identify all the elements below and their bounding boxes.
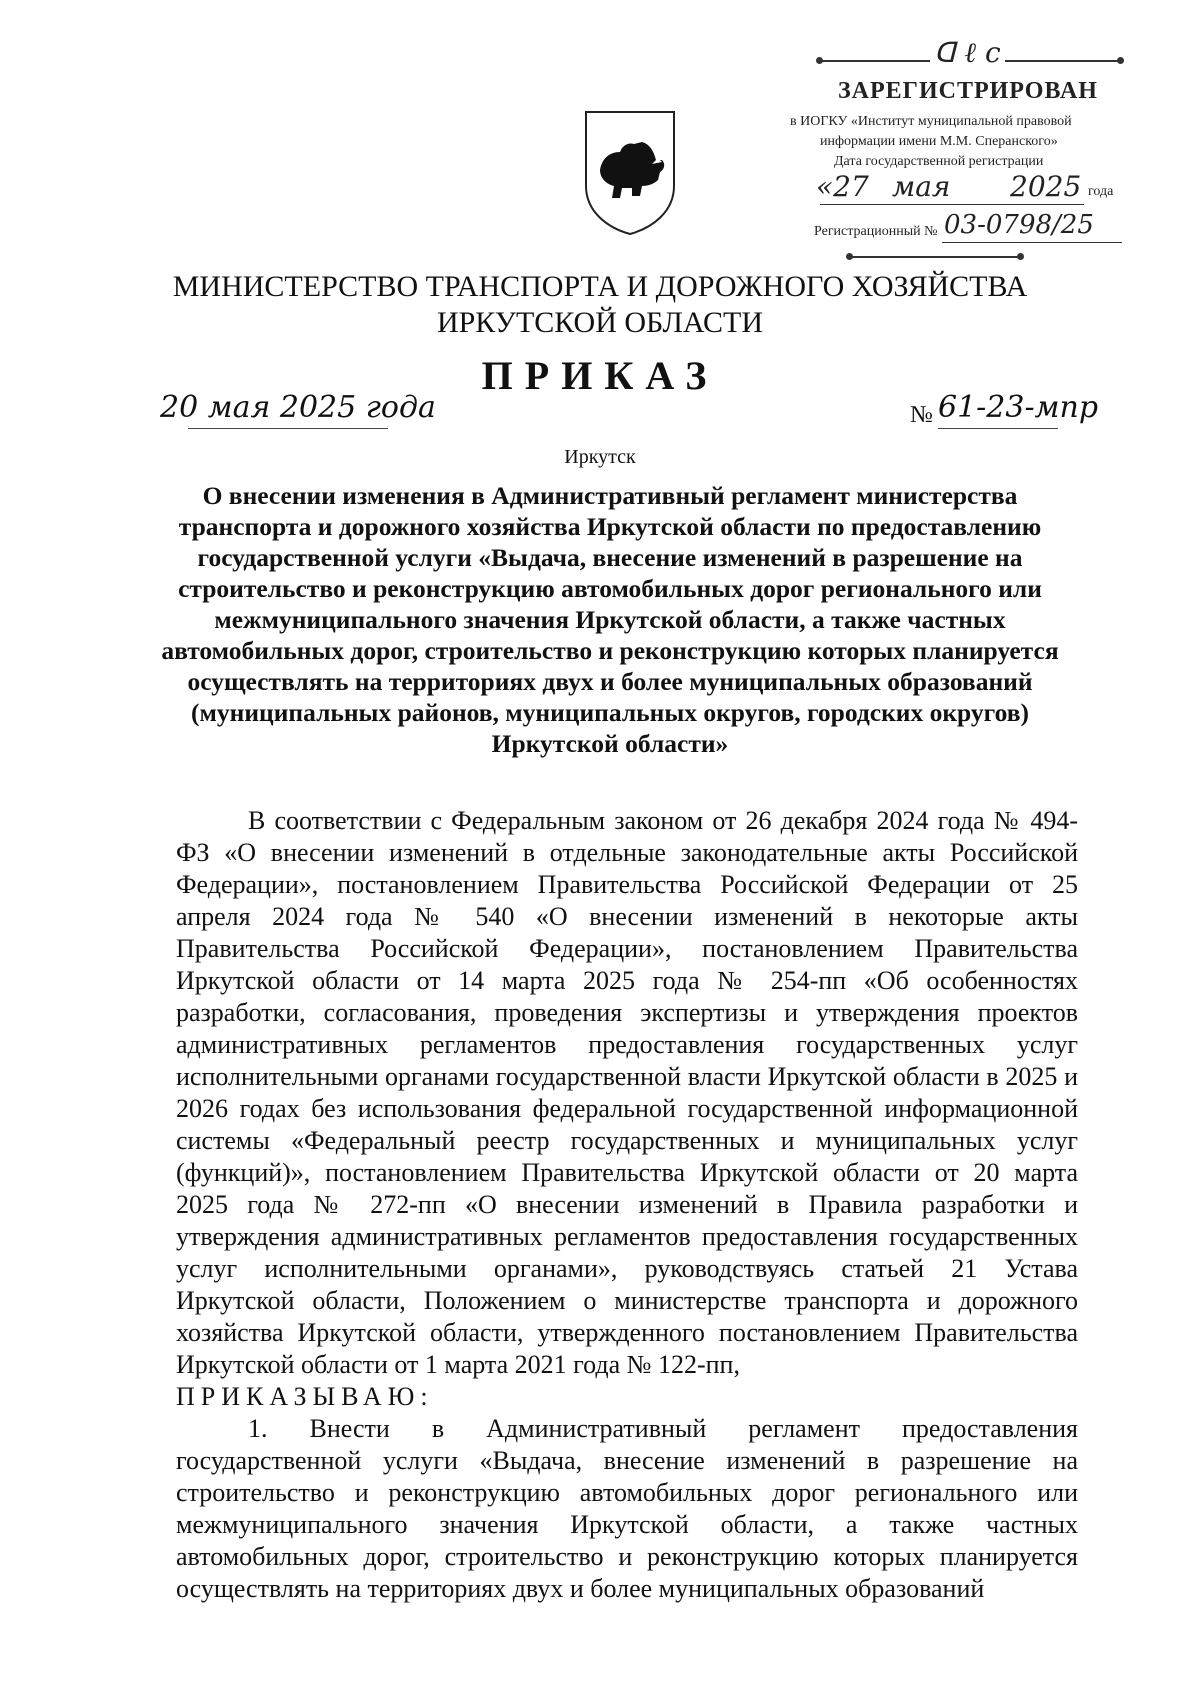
stamp-line-1: в ИОГКУ «Институт муниципальной правовой	[790, 114, 1072, 129]
stamp-registration-number	[814, 212, 1134, 246]
stamp-date-month: мая	[892, 170, 951, 203]
order-city: Иркутск	[564, 446, 636, 468]
order-body	[176, 805, 1078, 1605]
order-preamble: В соответствии с Федеральным законом от 26 декабря 2024 года № 494-ФЗ «О внесении изменений в отдельные законодательные акты Российской Федерации», постановлением Правительства Российской Федерации от 25 апреля 2024 года № 540 «О внесении изменений в некоторые акты Правительства Российской Федерации», постановлением Правительства Иркутской области от 14 марта 2025 года № 254-пп «Об особенностях разработки, согласования, проведения экспертизы и утверждения проектов административных регламентов предоставления государственных услуг исполнительными органами государственной власти Иркутской области в 2025 и 2026 годах без использования федеральной государственной информационной системы «Федеральный реестр государственных и муниципальных услуг (функций)», постановлением Правительства Иркутской области от 20 марта 2025 года № 272-пп «О внесении изменений в Правила разработки и утверждения административных регламентов предоставления государственных услуг исполнительными органами», руководствуясь статьей 21 Устава Иркутской области, Положением о министерстве транспорта и дорожного хозяйства Иркутской области, утвержденного постановлением Правительства Иркутской области от 1 марта 2021 года № 122-пп,	[176, 806, 1078, 1379]
order-number: 61-23-мпр	[938, 390, 1099, 425]
order-number-prefix: №	[910, 402, 933, 428]
order-date-underline	[188, 428, 388, 429]
order-date: 20 мая 2025 года	[160, 390, 436, 425]
stamp-bottom-line	[850, 256, 1020, 258]
order-directive-word: ПРИКАЗЫВАЮ:	[176, 1382, 434, 1411]
stamp-date-year: 2025	[1010, 170, 1082, 203]
stamp-line-3: Дата государственной регистрации	[834, 154, 1044, 169]
stamp-date-day: «27	[816, 170, 869, 203]
ministry-name-line-2: ИРКУТСКОЙ ОБЛАСТИ	[436, 306, 764, 339]
coat-of-arms-icon	[582, 108, 678, 238]
ministry-name-line-1: МИНИСТЕРСТВО ТРАНСПОРТА И ДОРОЖНОГО ХОЗЯЙСТВА	[172, 270, 1028, 303]
document-type-title: ПРИКАЗ	[481, 353, 719, 398]
stamp-line-2: информации имени М.М. Сперанского»	[820, 134, 1058, 149]
order-subject: О внесении изменения в Административный регламент министерства транспорта и дорожного хозяйства Иркутской области по предоставлению государственной услуги «Выдача, внесение изменений в разрешение на строительство и реконструкцию автомобильных дорог регионального или межмуниципального значения Иркутской области, а также частных автомобильных дорог, строительство и реконструкцию которых планируется осуществлять на территориях двух и более муниципальных образований (муниципальных районов, муниципальных округов, городских округов) Иркутской области»	[161, 481, 1059, 758]
stamp-signature: ᗡ ℓ c	[930, 36, 1005, 70]
stamp-title: ЗАРЕГИСТРИРОВАН	[838, 78, 1098, 104]
order-item-1: 1. Внести в Административный регламент предоставления государственной услуги «Выдача, внесение изменений в разрешение на строительство и реконструкцию автомобильных дорог регионального или межмуниципального значения Иркутской области, а также частных автомобильных дорог, строительство и реконструкцию которых планируется осуществлять на территориях двух и более муниципальных образований	[176, 1414, 1078, 1603]
stamp-date-suffix: года	[1088, 184, 1114, 199]
stamp-reg-number: 03-0798/25	[944, 210, 1094, 240]
order-number-underline	[938, 428, 1058, 429]
stamp-reg-underline	[942, 242, 1122, 243]
stamp-date-underline	[820, 204, 1084, 205]
stamp-registration-date	[810, 170, 1120, 204]
stamp-reg-label: Регистрационный №	[814, 224, 938, 239]
